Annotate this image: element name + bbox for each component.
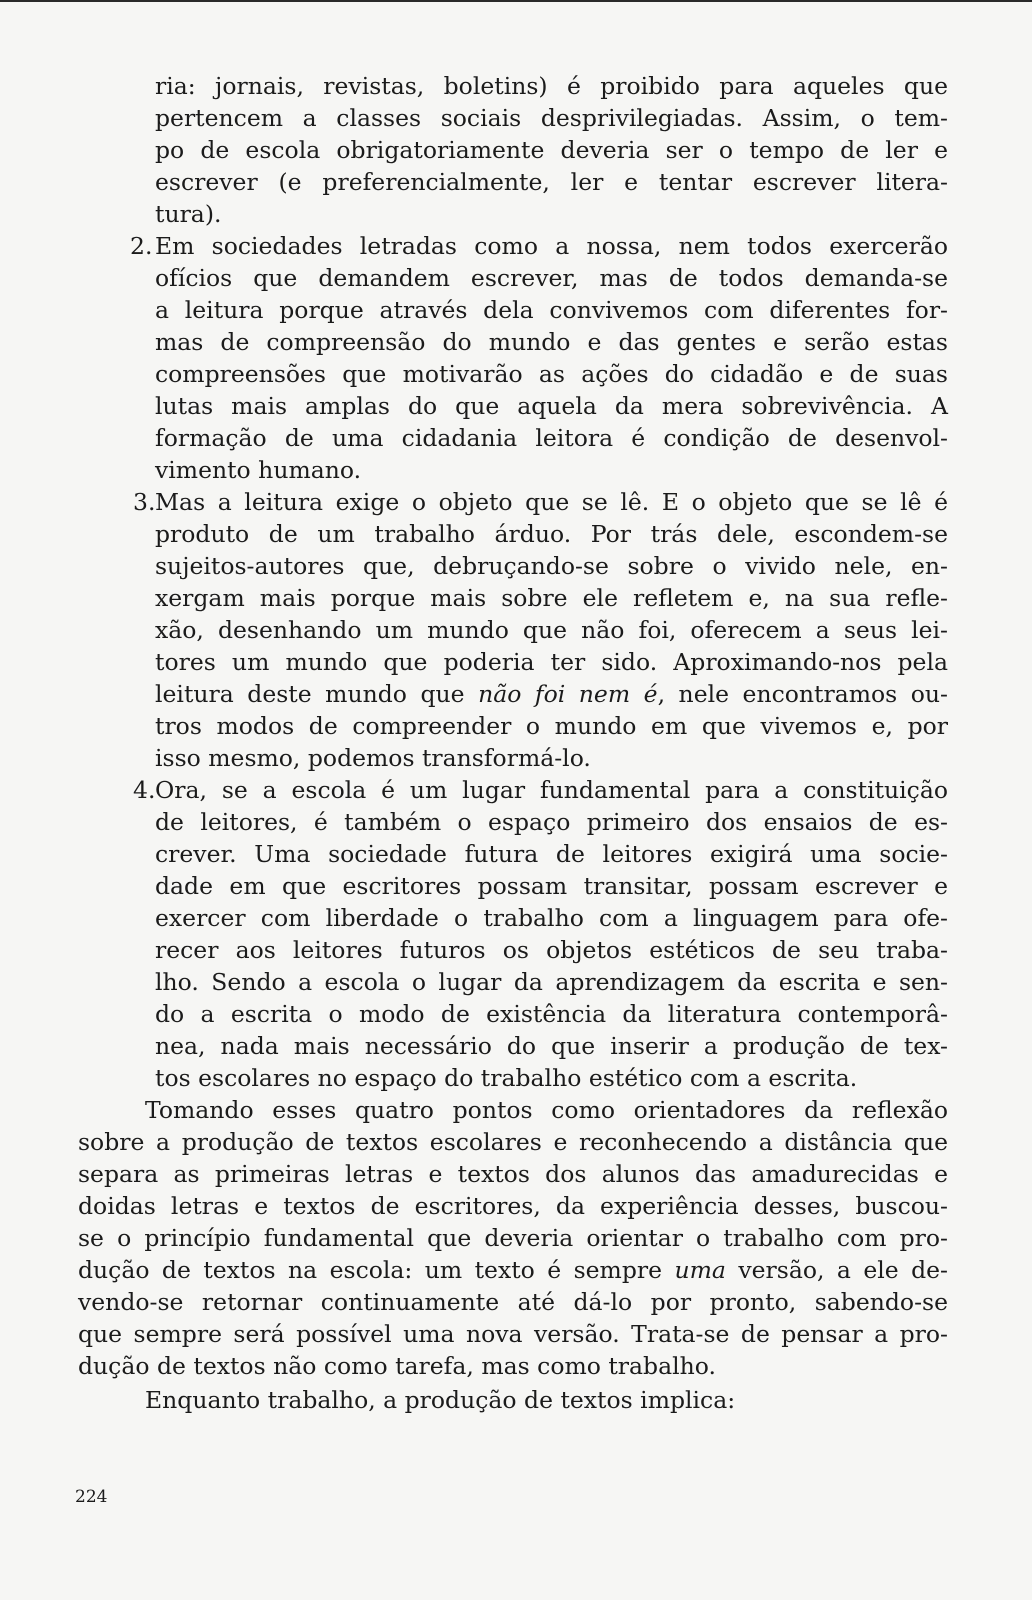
item3-line <box>155 678 948 710</box>
para1-line: se o princípio fundamental que deveria orientar o trabalho com pro- <box>78 1224 948 1252</box>
item2-line: vimento humano. <box>155 456 362 484</box>
item4-number: 4. <box>133 776 156 804</box>
item2-line: a leitura porque através dela convivemos com diferentes for- <box>155 296 948 324</box>
para1-line: Tomando esses quatro pontos como orientadores da reflexão <box>145 1096 948 1124</box>
item1-line: po de escola obrigatoriamente deveria ser o tempo de ler e <box>155 136 948 164</box>
item4-line: nea, nada mais necessário do que inserir a produção de tex- <box>155 1032 948 1060</box>
item1-line: pertencem a classes sociais desprivilegiadas. Assim, o tem- <box>155 104 948 132</box>
item3-line-text: leitura deste mundo que <box>155 680 479 708</box>
para1-emphasis: uma <box>674 1256 726 1284</box>
para1-line-text: versão, a ele de- <box>725 1256 948 1284</box>
item2-line: formação de uma cidadania leitora é condição de desenvol- <box>155 424 948 452</box>
item3-line: sujeitos-autores que, debruçando-se sobre o vivido nele, en- <box>155 552 948 580</box>
item1-line: ria: jornais, revistas, boletins) é proibido para aqueles que <box>155 72 948 100</box>
item2-line: mas de compreensão do mundo e das gentes e serão estas <box>155 328 948 356</box>
item4-line: crever. Uma sociedade futura de leitores exigirá uma socie- <box>155 840 948 868</box>
para1-line: vendo-se retornar continuamente até dá-lo por pronto, sabendo-se <box>78 1288 948 1316</box>
item3-line: isso mesmo, podemos transformá-lo. <box>155 744 591 772</box>
item4-line: tos escolares no espaço do trabalho estético com a escrita. <box>155 1064 858 1092</box>
item2-line: compreensões que motivarão as ações do cidadão e de suas <box>155 360 948 388</box>
item2-line: ofícios que demandem escrever, mas de todos demanda-se <box>155 264 948 292</box>
item3-line-text: , nele encontramos ou- <box>657 680 948 708</box>
item3-line: xão, desenhando um mundo que não foi, oferecem a seus lei- <box>155 616 948 644</box>
item4-line: de leitores, é também o espaço primeiro dos ensaios de es- <box>155 808 948 836</box>
item1-line: tura). <box>155 200 222 228</box>
item2-number: 2. <box>130 232 153 260</box>
para1-line: que sempre será possível uma nova versão. Trata-se de pensar a pro- <box>78 1320 948 1348</box>
item2-line: Em sociedades letradas como a nossa, nem todos exercerão <box>155 232 948 260</box>
item4-line: recer aos leitores futuros os objetos estéticos de seu traba- <box>155 936 948 964</box>
para1-line-text: dução de textos na escola: um texto é sempre <box>78 1256 675 1284</box>
item4-line: dade em que escritores possam transitar, possam escrever e <box>155 872 948 900</box>
item4-line: exercer com liberdade o trabalho com a linguagem para ofe- <box>155 904 948 932</box>
item4-line: do a escrita o modo de existência da literatura contemporâ- <box>155 1000 948 1028</box>
para1-line: dução de textos não como tarefa, mas como trabalho. <box>78 1352 716 1380</box>
page-number: 224 <box>75 1487 108 1507</box>
item3-line: produto de um trabalho árduo. Por trás dele, escondem-se <box>155 520 948 548</box>
item3-number: 3. <box>133 488 156 516</box>
item3-line: xergam mais porque mais sobre ele refletem e, na sua refle- <box>155 584 948 612</box>
item3-line: Mas a leitura exige o objeto que se lê. E o objeto que se lê é <box>155 488 948 516</box>
item4-line: lho. Sendo a escola o lugar da aprendizagem da escrita e sen- <box>155 968 948 996</box>
para2-line: Enquanto trabalho, a produção de textos implica: <box>145 1386 736 1414</box>
item4-line: Ora, se a escola é um lugar fundamental para a constituição <box>155 776 948 804</box>
item3-line: tros modos de compreender o mundo em que vivemos e, por <box>155 712 948 740</box>
item3-emphasis: não foi nem é <box>478 680 658 708</box>
para1-line <box>78 1254 948 1286</box>
item2-line: lutas mais amplas do que aquela da mera sobrevivência. A <box>155 392 948 420</box>
para1-line: doidas letras e textos de escritores, da experiência desses, buscou- <box>78 1192 948 1220</box>
item1-line: escrever (e preferencialmente, ler e tentar escrever litera- <box>155 168 948 196</box>
para1-line: sobre a produção de textos escolares e reconhecendo a distância que <box>78 1128 948 1156</box>
para1-line: separa as primeiras letras e textos dos alunos das amadurecidas e <box>78 1160 948 1188</box>
item3-line: tores um mundo que poderia ter sido. Aproximando-nos pela <box>155 648 948 676</box>
